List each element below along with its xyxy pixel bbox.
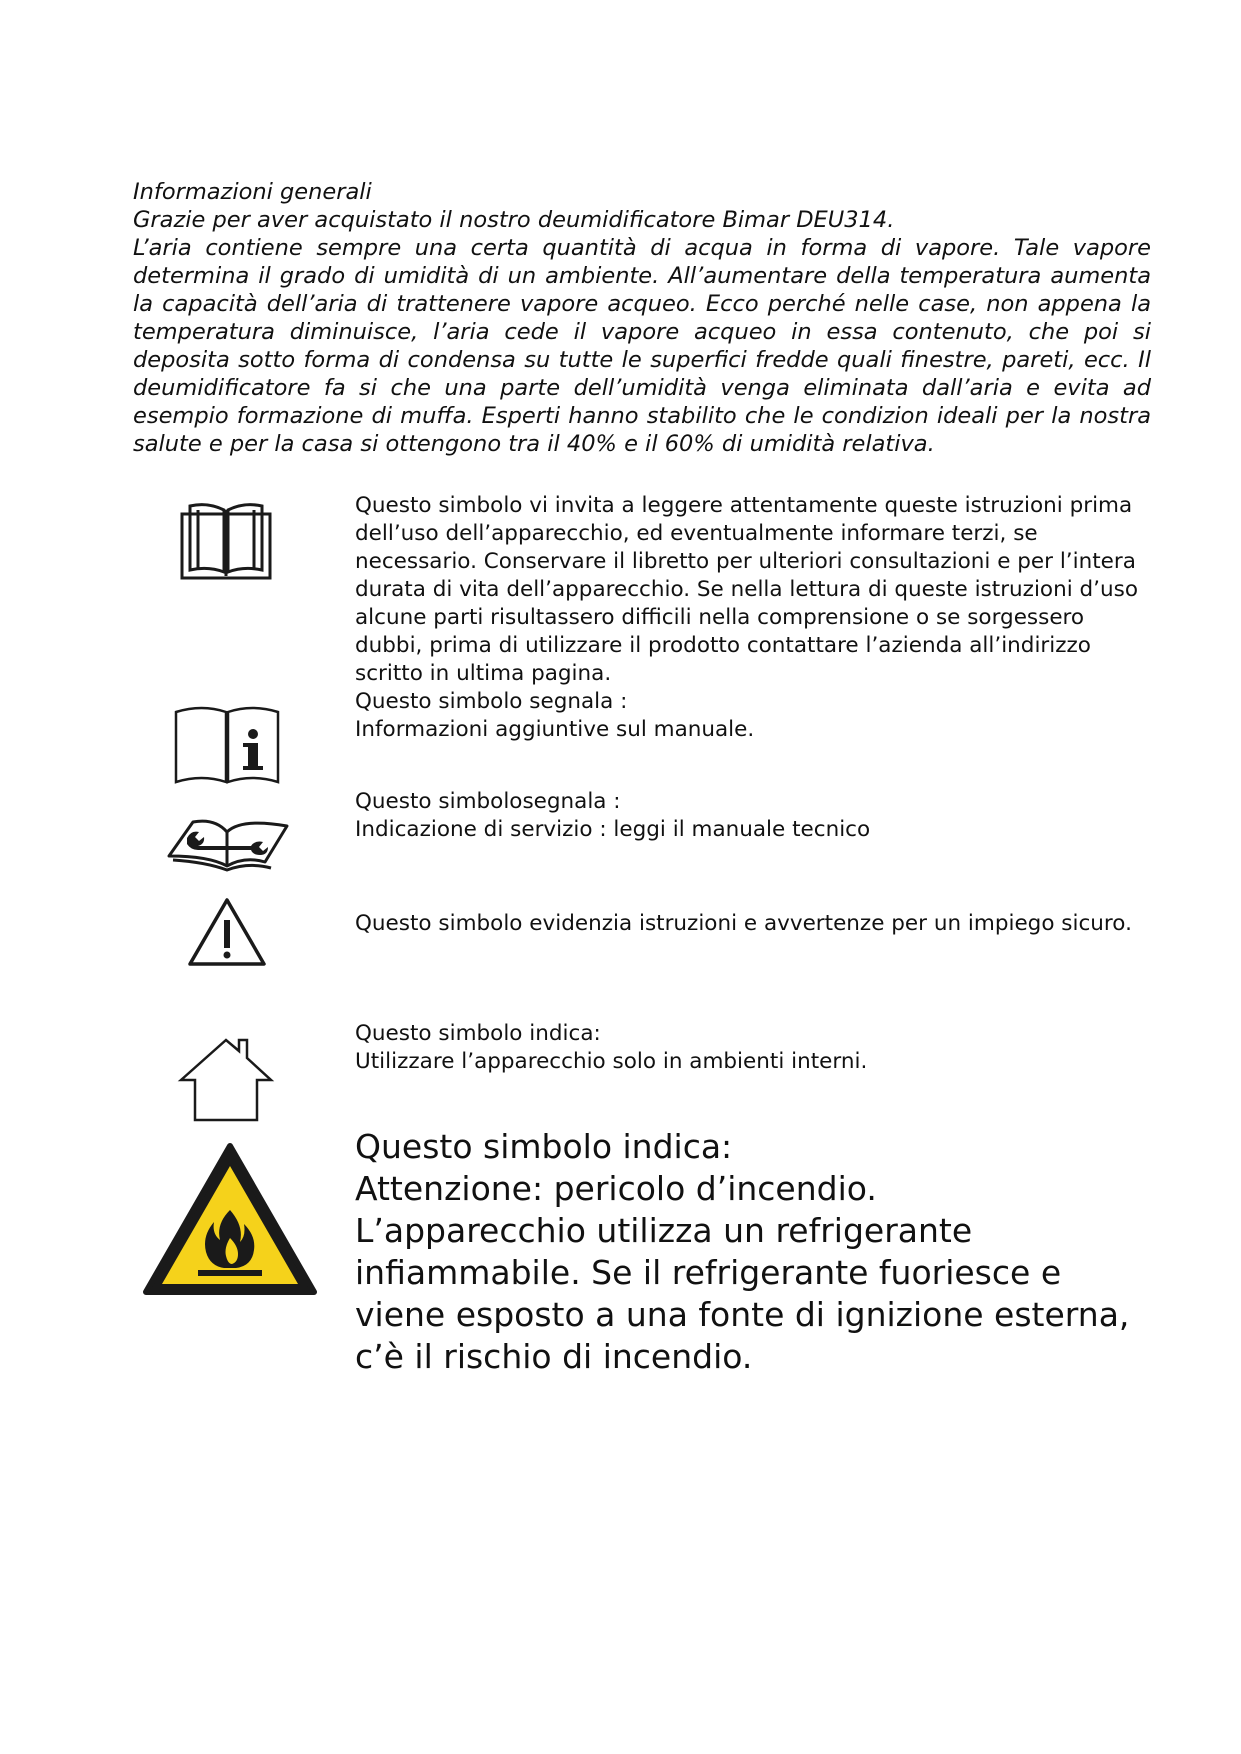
warning-triangle-icon (186, 896, 268, 968)
thanks-line: Grazie per aver acquistato il nostro deumidificatore Bimar DEU314. (133, 207, 895, 233)
service-text-block (355, 788, 1155, 844)
fire-line-1: Questo simbolo indica: (355, 1127, 733, 1166)
general-info-section (133, 178, 1151, 458)
read-manual-text: Questo simbolo vi invita a leggere attentamente queste istruzioni prima dell’uso dell’apparecchio, ed eventualmente informare terzi, se necessario. Conservare il libretto per ulteriori consultazioni e per l’intera durata di vita dell’apparecchio. Se nella lettura di queste istruzioni d’uso alcune parti risultassero difficili nella comprensione o se sorgessero dubbi, prima di utilizzare il prodotto contattare l’azienda all’indirizzo scritto in ultima pagina. (355, 493, 1138, 686)
warning-text: Questo simbolo evidenzia istruzioni e avvertenze per un impiego sicuro. (355, 911, 1132, 936)
info-line-1: Questo simbolo segnala : (355, 689, 628, 714)
fire-line-2: Attenzione: pericolo d’incendio. (355, 1169, 877, 1208)
house-icon (177, 1036, 275, 1124)
indoor-line-2: Utilizzare l’apparecchio solo in ambienti interni. (355, 1049, 868, 1074)
service-line-1: Questo simbolosegnala : (355, 789, 621, 814)
indoor-text-block (355, 1020, 1155, 1076)
intro-paragraph: L’aria contiene sempre una certa quantità di acqua in forma di vapore. Tale vapore determina il grado di umidità di un ambiente. All’aumentare della temperatura aumenta la capacità dell’aria di trattenere vapore acqueo. Ecco perché nelle case, non appena la temperatura diminuisce, l’aria cede il vapore acqueo in essa contenuto, che poi si deposita sotto forma di condensa su tutte le superfici fredde quali finestre, pareti, ecc. Il deumidificatore fa si che una parte dell’umidità venga eliminata dall’aria e evita ad esempio formazione di muffa. Esperti hanno stabilito che le condizion ideali per la nostra salute e per la casa si ottengono tra il 40% e il 60% di umidità relativa. (133, 235, 1151, 457)
read-manual-text-block (355, 492, 1155, 688)
fire-body: L’apparecchio utilizza un refrigerante infiammabile. Se il refrigerante fuoriesce e viene esposto a una fonte di ignizione esterna, c’è il rischio di incendio. (355, 1211, 1130, 1376)
service-line-2: Indicazione di servizio : leggi il manuale tecnico (355, 817, 871, 842)
manual-info-icon (172, 704, 282, 786)
indoor-line-1: Questo simbolo indica: (355, 1021, 601, 1046)
info-line-2: Informazioni aggiuntive sul manuale. (355, 717, 755, 742)
warning-text-block (355, 910, 1155, 938)
fire-text-block (355, 1126, 1155, 1378)
service-manual-icon (165, 810, 290, 875)
open-book-icon (178, 500, 274, 582)
info-text-block (355, 688, 1155, 744)
section-heading: Informazioni generali (133, 179, 372, 205)
flammable-warning-icon (140, 1140, 320, 1300)
